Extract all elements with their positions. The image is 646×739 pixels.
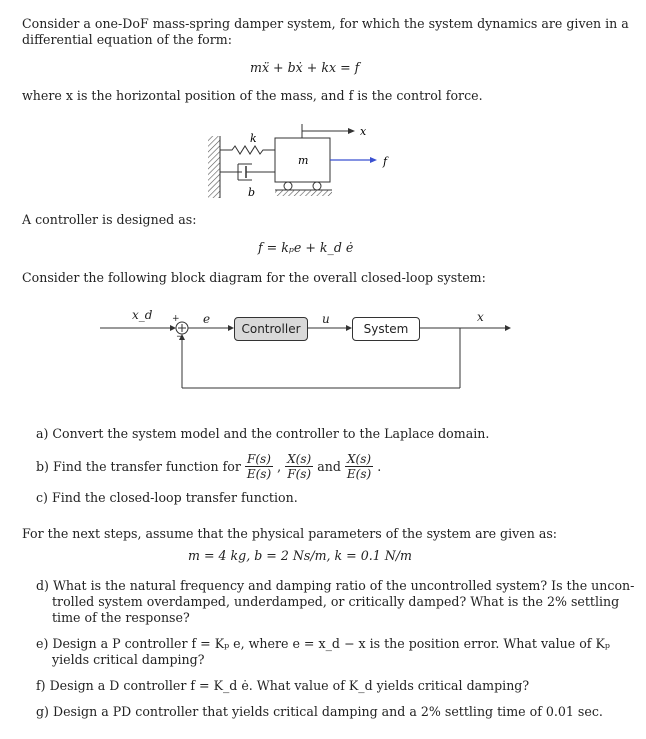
system-block: System (352, 317, 420, 341)
fraction-F-over-E: $\frac{F(s)}{E(s)}$ (246, 452, 272, 481)
question-d-line-2: trolled system overdamped, underdamped, or critically damped? What is the 2% settling (52, 594, 620, 609)
params-intro: For the next steps, assume that the physical parameters of the system are given as: (22, 526, 558, 541)
controller-equation: f = kₚe + k_d ė (258, 240, 354, 255)
error-label: e (203, 312, 211, 326)
force-label: f (383, 155, 388, 168)
question-f: f) Design a D controller f = K_d ė. What value of K_d yields critical damping? (36, 678, 530, 693)
u-label: u (322, 312, 330, 326)
ground (275, 190, 332, 196)
wheel-right (313, 182, 321, 190)
mass-spring-damper-figure (200, 120, 440, 210)
sum-plus-sign: + (172, 314, 180, 324)
xd-label: x_d (132, 308, 153, 322)
intro-line-1: Consider a one-DoF mass-spring damper system, for which the system dynamics are given in a (22, 16, 629, 31)
block-diagram (100, 306, 520, 398)
question-c: c) Find the closed-loop transfer function. (36, 490, 298, 505)
question-e-line-2: yields critical damping? (52, 652, 205, 667)
controller-block: Controller (234, 317, 308, 341)
wall (208, 136, 220, 198)
spring (220, 146, 275, 154)
question-b-and: and (317, 458, 341, 474)
mass-label: m (298, 154, 309, 167)
question-g: g) Design a PD controller that yields critical damping and a 2% settling time of 0.01 sec. (36, 704, 603, 719)
question-d-line-1: d) What is the natural frequency and damping ratio of the uncontrolled system? Is the uncon- (36, 578, 635, 593)
sum-minus-sign: − (176, 332, 184, 342)
x-output-label: x (477, 310, 484, 324)
where-text: where x is the horizontal position of the mass, and f is the control force. (22, 88, 483, 103)
controller-intro: A controller is designed as: (22, 212, 197, 227)
spring-label: k (250, 132, 257, 145)
fraction-X-over-E: $\frac{X(s)}{E(s)}$ (346, 452, 372, 481)
question-b: b) Find the transfer function for $\frac{F(s)}{E(s)}$ , $\frac{X(s)}{F(s)}$ and $\frac{X(s)}{E(s)}$ . (36, 452, 382, 481)
intro-line-2: differential equation of the form: (22, 32, 232, 47)
params-equation: m = 4 kg, b = 2 Ns/m, k = 0.1 N/m (188, 548, 412, 563)
fraction-X-over-F: $\frac{X(s)}{F(s)}$ (287, 452, 312, 481)
wheel-left (284, 182, 292, 190)
question-e-line-1: e) Design a P controller f = Kₚ e, where e = x_d − x is the position error. What value of Kₚ (36, 636, 610, 651)
damper-label: b (248, 186, 256, 199)
question-a: a) Convert the system model and the controller to the Laplace domain. (36, 426, 490, 441)
dynamics-equation: mẍ + bẋ + kx = f (250, 60, 360, 75)
x-position-label: x (360, 125, 367, 138)
question-d-line-3: time of the response? (52, 610, 190, 625)
question-b-prefix: b) Find the transfer function for (36, 458, 241, 474)
block-diagram-intro: Consider the following block diagram for the overall closed-loop system: (22, 270, 486, 285)
